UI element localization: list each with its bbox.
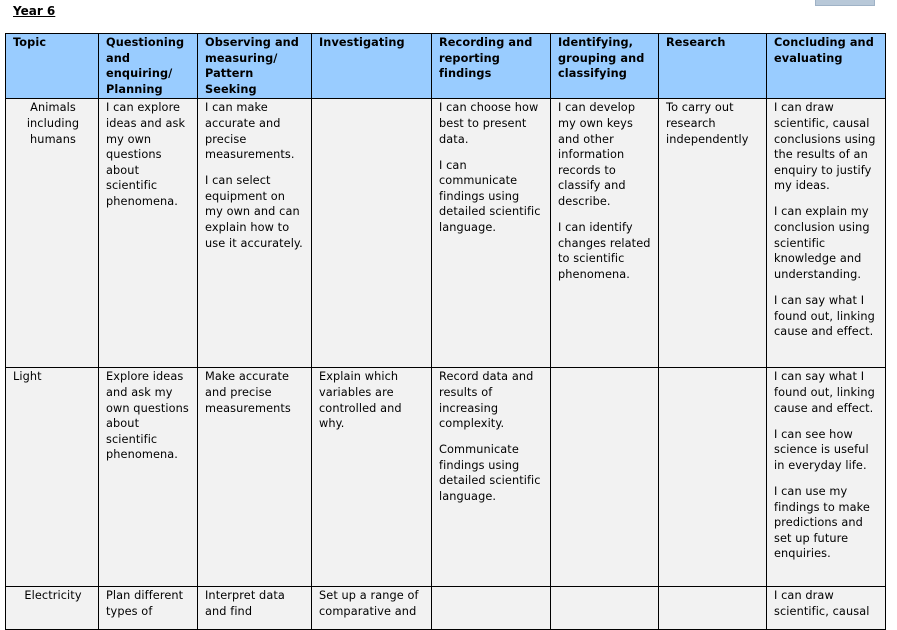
cell-text: I can explain my conclusion using scientific knowledge and understanding. xyxy=(774,205,870,281)
topic-cell: Electricity xyxy=(6,587,99,630)
cell-text: I can communicate findings using detailed scientific language. xyxy=(439,158,541,235)
header-observing: Observing and measuring/ Pattern Seeking xyxy=(198,34,312,99)
identifying-cell xyxy=(551,587,659,630)
logo-image xyxy=(815,0,875,6)
observing-cell xyxy=(198,99,312,368)
cell-text: Communicate findings using detailed scientific language. xyxy=(439,443,541,504)
questioning-cell xyxy=(99,587,198,630)
cell-text: I can select equipment on my own and can explain how to use it accurately. xyxy=(205,174,303,250)
header-row xyxy=(6,34,886,99)
investigating-cell xyxy=(312,368,432,587)
questioning-cell xyxy=(99,99,198,368)
investigating-cell xyxy=(312,587,432,630)
cell-text: I can draw scientific, causal xyxy=(774,589,870,618)
cell-text: I can choose how best to present data. xyxy=(439,101,539,146)
recording-cell xyxy=(432,99,551,368)
cell-text: To carry out research independently xyxy=(666,101,749,146)
cell-text: Interpret data and find xyxy=(205,589,285,618)
research-cell xyxy=(659,99,767,368)
cell-text: Explore ideas and ask my own questions about scientific phenomena. xyxy=(106,370,189,462)
recording-cell xyxy=(432,368,551,587)
observing-cell xyxy=(198,368,312,587)
concluding-cell xyxy=(767,587,886,630)
identifying-cell xyxy=(551,368,659,587)
cell-text: I can say what I found out, linking cause and effect. xyxy=(774,370,875,415)
observing-cell xyxy=(198,587,312,630)
cell-text: I can develop my own keys and other information records to classify and describe. xyxy=(558,101,636,208)
cell-text: Make accurate and precise measurements xyxy=(205,370,291,415)
concluding-cell xyxy=(767,99,886,368)
header-identifying: Identifying, grouping and classifying xyxy=(551,34,659,99)
topic-cell: Animals including humans xyxy=(6,99,99,368)
cell-text: I can explore ideas and ask my own questions about scientific phenomena. xyxy=(106,101,186,208)
cell-text: I can draw scientific, causal conclusions using the results of an enquiry to justify my ideas. xyxy=(774,101,876,193)
cell-text: Record data and results of increasing complexity. xyxy=(439,370,534,431)
table-row-light xyxy=(6,368,886,587)
cell-text: I can say what I found out, linking cause and effect. xyxy=(774,293,875,339)
curriculum-table xyxy=(5,33,886,630)
header-questioning: Questioning and enquiring/ Planning xyxy=(99,34,198,99)
header-concluding: Concluding and evaluating xyxy=(767,34,886,99)
topic-cell: Light xyxy=(6,368,99,587)
concluding-cell xyxy=(767,368,886,587)
recording-cell xyxy=(432,587,551,630)
cell-text: I can identify changes related to scientific phenomena. xyxy=(558,221,651,281)
table-row-animals xyxy=(6,99,886,368)
identifying-cell xyxy=(551,99,659,368)
research-cell xyxy=(659,368,767,587)
header-research: Research xyxy=(659,34,767,99)
cell-text: Explain which variables are controlled and why. xyxy=(319,370,402,431)
header-topic: Topic xyxy=(6,34,99,99)
questioning-cell xyxy=(99,368,198,587)
cell-text: I can see how science is useful in everyday life. xyxy=(774,427,869,472)
cell-text: Plan different types of xyxy=(106,589,184,618)
cell-text: I can make accurate and precise measurements. xyxy=(205,101,295,162)
investigating-cell xyxy=(312,99,432,368)
cell-text: Set up a range of comparative and xyxy=(319,589,419,618)
page-title: Year 6 xyxy=(13,4,56,18)
header-investigating: Investigating xyxy=(312,34,432,99)
table-row-electricity xyxy=(6,587,886,630)
header-recording: Recording and reporting findings xyxy=(432,34,551,99)
research-cell xyxy=(659,587,767,630)
cell-text: I can use my findings to make predictions and set up future enquiries. xyxy=(774,484,870,561)
